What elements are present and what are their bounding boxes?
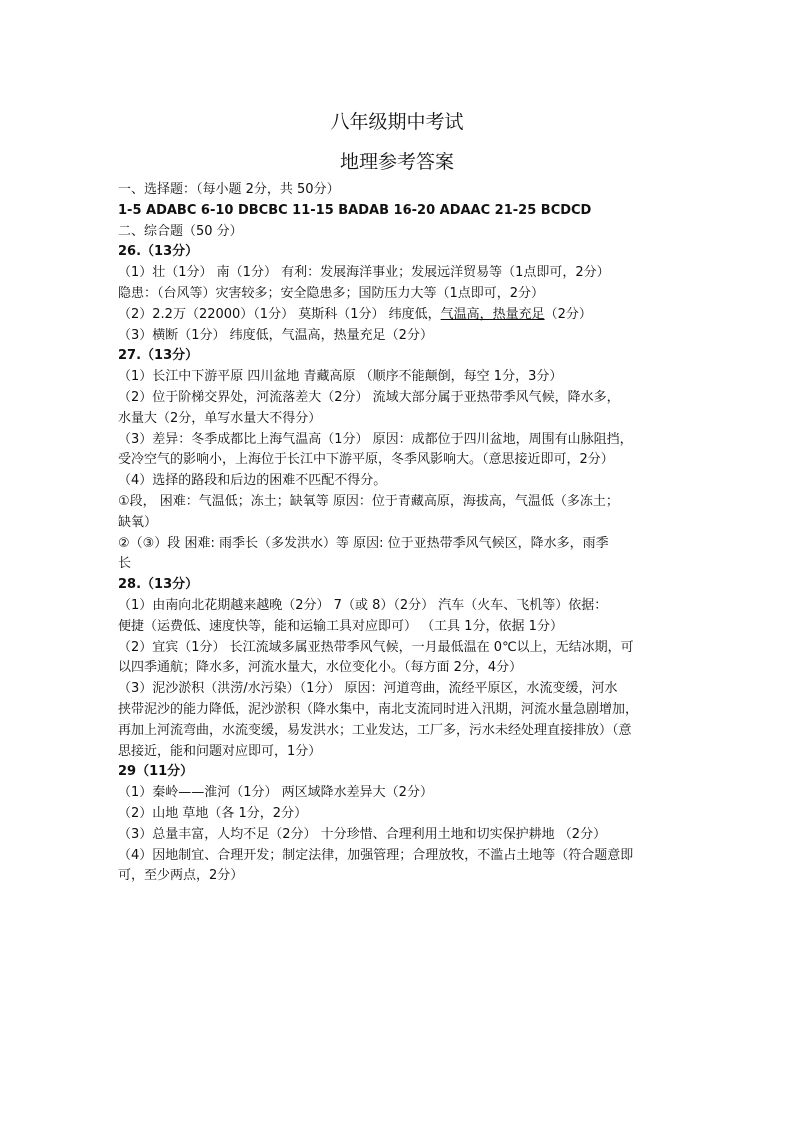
- q27-line-10: 长: [118, 556, 132, 572]
- q27-line-5: 受冷空气的影响小，上海位于长江中下游平原，冬季风影响大。（意思接近即可，2分）: [118, 452, 614, 468]
- q28-line-5: （3）泥沙淤积（洪涝/水污染）（1分） 原因：河道弯曲，流经平原区，水流变缓，河水: [118, 681, 618, 697]
- q26-heading: 26.（13分）: [118, 244, 199, 260]
- q29-line-3: （3）总量丰富，人均不足（2分） 十分珍惜、合理利用土地和切实保护耕地 （2分）: [118, 826, 607, 842]
- q27-line-8: 缺氧）: [118, 514, 158, 530]
- q26-line-1: （1）壮（1分） 南（1分） 有利：发展海洋事业；发展远洋贸易等（1点即可，2分）: [118, 265, 610, 281]
- section1-heading: 一、选择题：（每小题 2分，共 50分）: [118, 182, 340, 197]
- q29-heading: 29（11分）: [118, 764, 194, 780]
- q29-line-1: （1）秦岭——淮河（1分） 两区域降水差异大（2分）: [118, 785, 433, 801]
- choice-answers: 1-5 ADABC 6-10 DBCBC 11-15 BADAB 16-20 ADAAC 21-25 BCDCD: [118, 202, 592, 218]
- q27-line-9: ②（③）段 困难: 雨季长（多发洪水）等 原因: 位于亚热带季风气候区，降水多，雨季: [118, 535, 609, 551]
- q26-line-3-c: （2分）: [544, 306, 592, 322]
- q28-heading: 28.（13分）: [118, 577, 199, 593]
- q29-line-4: （4）因地制宜、合理开发；制定法律，加强管理；合理放牧，不滥占土地等（符合题意即: [118, 847, 634, 863]
- q28-line-2: 便捷（运费低、速度快等，能和运输工具对应即可） （工具 1分，依据 1分）: [118, 618, 563, 634]
- exam-title: 八年级期中考试: [330, 111, 464, 133]
- q26-line-4: （3）横断（1分） 纬度低，气温高，热量充足（2分）: [118, 327, 433, 343]
- q26-line-3-underlined: 气温高，热量充足: [440, 306, 545, 322]
- q27-line-1: （1）长江中下游平原 四川盆地 青藏高原 （顺序不能颠倒，每空 1分，3分）: [118, 369, 563, 385]
- q28-line-3: （2）宜宾（1分） 长江流域多属亚热带季风气候，一月最低温在 0℃以上，无结冰期，可: [118, 639, 634, 655]
- answer-key-subtitle: 地理参考答案: [339, 151, 454, 173]
- section2-heading: 二、综合题（50 分）: [118, 223, 243, 239]
- q28-line-6: 挟带泥沙的能力降低，泥沙淤积（降水集中，南北支流同时进入汛期，河流水量急剧增加，: [118, 701, 639, 717]
- q27-heading: 27.（13分）: [118, 348, 199, 364]
- q28-line-7: 再加上河流弯曲，水流变缓，易发洪水；工业发达，工厂多，污水未经处理直接排放）（意: [118, 722, 632, 738]
- q29-line-5: 可，至少两点，2分）: [118, 868, 244, 884]
- q27-line-4: （3）差异：冬季成都比上海气温高（1分） 原因：成都位于四川盆地，周围有山脉阻挡，: [118, 431, 633, 447]
- q28-line-1: （1）由南向北花期越来越晚（2分） 7（或 8）（2分） 汽车（火车、飞机等）依据：: [118, 597, 608, 613]
- q26-line-3: [118, 305, 690, 326]
- q28-line-4: 以四季通航；降水多，河流水量大，水位变化小。（每方面 2分，4分）: [118, 660, 523, 676]
- q29-line-2: （2）山地 草地（各 1分，2分）: [118, 805, 308, 821]
- answer-content: [118, 180, 690, 887]
- q26-line-3-a: （2）2.2万（22000）（1分） 莫斯科（1分） 纬度低，: [118, 306, 441, 322]
- q27-line-7: ①段， 困难：气温低；冻土；缺氧等 原因：位于青藏高原，海拔高，气温低（多冻土；: [118, 493, 619, 509]
- q28-line-8: 思接近，能和问题对应即可，1分）: [118, 743, 322, 759]
- q27-line-6: （4）选择的路段和后边的困难不匹配不得分。: [118, 473, 387, 489]
- q27-line-3: 水量大（2分，单写水量大不得分）: [118, 410, 322, 426]
- q27-line-2: （2）位于阶梯交界处，河流落差大（2分） 流域大部分属于亚热带季风气候，降水多，: [118, 389, 620, 405]
- q26-line-2: 隐患：（台风等）灾害较多；安全隐患多；国防压力大等（1点即可，2分）: [118, 285, 545, 301]
